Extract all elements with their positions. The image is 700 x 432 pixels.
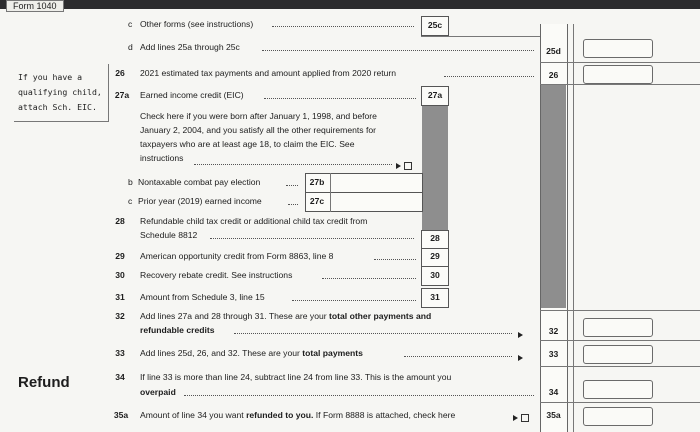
line-28-text-2: Schedule 8812 (140, 230, 198, 240)
leader-dots (210, 238, 414, 239)
leader-dots (234, 333, 512, 334)
amount-field-26[interactable] (583, 65, 653, 84)
line-27c-text: Prior year (2019) earned income (138, 196, 262, 206)
shaded-column-right (541, 84, 566, 308)
eic-note (140, 111, 377, 164)
leader-dots (404, 356, 512, 357)
line-27a-text: Earned income credit (EIC) (140, 90, 244, 100)
leader-dots (292, 300, 416, 301)
line-32-text-bold: total other payments and (329, 311, 432, 321)
sidebar-line: If you have a (18, 72, 83, 82)
rule (540, 84, 700, 85)
line-29-text: American opportunity credit from Form 8863, line 8 (140, 251, 334, 261)
shaded-column-left (422, 104, 448, 230)
line-35a-text-tail: If Form 8888 is attached, check here (313, 410, 456, 420)
leader-dots (286, 185, 298, 186)
line-number-34: 34 (548, 387, 559, 397)
box-label-27a: 27a (427, 90, 443, 100)
form-8888-checkbox[interactable] (513, 409, 529, 427)
rule (540, 62, 700, 63)
box-label-31: 31 (430, 292, 440, 302)
arrow-right-icon (518, 326, 523, 344)
line-26-text: 2021 estimated tax payments and amount applied from 2020 return (140, 68, 397, 78)
box-label-27c: 27c (309, 196, 325, 206)
leader-dots (264, 98, 416, 99)
arrow-right-icon (518, 349, 523, 367)
leader-dots (184, 395, 534, 396)
line-letter: b (128, 177, 133, 187)
amount-field-32[interactable] (583, 318, 653, 337)
leader-dots (322, 278, 416, 279)
sidebar-qualifying-note (18, 70, 102, 115)
line-25d-text: Add lines 25a through 25c (140, 42, 240, 52)
eic-note-line: January 2, 2004, and you satisfy all the other requirements for (140, 125, 376, 135)
box-label-30: 30 (430, 270, 440, 280)
rule (540, 402, 700, 403)
rule (540, 366, 700, 367)
line-32-text-2: refundable credits (140, 325, 215, 335)
line-31-text: Amount from Schedule 3, line 15 (140, 292, 265, 302)
checkbox-icon (521, 414, 529, 422)
eic-note-line: instructions (140, 153, 184, 163)
line-34-text-1: If line 33 is more than line 24, subtract line 24 from line 33. This is the amount you (140, 372, 452, 382)
line-33-text-bold: total payments (302, 348, 363, 358)
amount-field-33[interactable] (583, 345, 653, 364)
checkbox-icon (404, 162, 412, 170)
line-number-33: 33 (548, 349, 559, 359)
eic-note-line: Check here if you were born after January 1, 1998, and before (140, 111, 377, 121)
leader-dots (272, 26, 414, 27)
line-number-26: 26 (548, 70, 559, 80)
rule (540, 310, 700, 311)
eic-note-line: taxpayers who are at least age 18, to claim the EIC. See (140, 139, 355, 149)
sidebar-line: qualifying child, (18, 87, 102, 97)
line-letter: c (128, 196, 133, 206)
refund-heading: Refund (18, 374, 70, 391)
line-number: 32 (115, 311, 125, 321)
line-32-text (140, 311, 431, 322)
rule (330, 173, 331, 193)
line-35a-text-bold: refunded to you. (246, 410, 314, 420)
line-33-text (140, 348, 363, 359)
line-28-text-1: Refundable child tax credit or additional child tax credit from (140, 216, 368, 226)
line-35a-text (140, 410, 455, 421)
line-number: 26 (115, 68, 125, 78)
line-number-25d: 25d (546, 46, 561, 56)
box-label-28: 28 (430, 233, 440, 243)
box-label-27b: 27b (309, 177, 325, 187)
line-number: 27a (114, 90, 130, 100)
line-33-text-plain: Add lines 25d, 26, and 32. These are your (140, 348, 303, 358)
arrow-right-icon (396, 163, 401, 169)
arrow-right-icon (513, 415, 518, 421)
amount-field-35a[interactable] (583, 407, 653, 426)
line-30-text: Recovery rebate credit. See instructions (140, 270, 293, 280)
rule (330, 192, 331, 212)
leader-dots (444, 76, 534, 77)
line-number: 31 (115, 292, 125, 302)
line-number: 29 (115, 251, 125, 261)
line-number: 30 (115, 270, 125, 280)
rule (421, 36, 540, 37)
line-32-text-plain: Add lines 27a and 28 through 31. These are your (140, 311, 330, 321)
line-letter: d (128, 42, 133, 52)
rule (540, 340, 700, 341)
line-number-32: 32 (548, 326, 559, 336)
line-number-35a: 35a (546, 410, 561, 420)
form-label: Form 1040 (6, 0, 64, 12)
box-label-25c: 25c (427, 20, 443, 30)
top-dark-strip (0, 0, 700, 9)
line-number: 33 (115, 348, 125, 358)
line-34-text-2: overpaid (140, 387, 176, 397)
amount-field-34[interactable] (583, 380, 653, 399)
line-27b-text: Nontaxable combat pay election (138, 177, 261, 187)
line-35a-text-plain: Amount of line 34 you want (140, 410, 247, 420)
sidebar-bottom-rule (14, 121, 108, 122)
box-label-29: 29 (430, 251, 440, 261)
amount-field-25d[interactable] (583, 39, 653, 58)
line-number: 34 (115, 372, 125, 382)
leader-dots (262, 50, 534, 51)
leader-dots (374, 259, 416, 260)
line-number: 35a (113, 410, 129, 420)
vertical-rule-amounts (573, 24, 574, 432)
line-letter: c (128, 19, 133, 29)
leader-dots (288, 204, 298, 205)
sidebar-right-rule (108, 64, 109, 122)
sidebar-line: attach Sch. EIC. (18, 102, 97, 112)
line-number: 28 (115, 216, 125, 226)
leader-dots (194, 164, 392, 165)
line-25c-text: Other forms (see instructions) (140, 19, 254, 29)
